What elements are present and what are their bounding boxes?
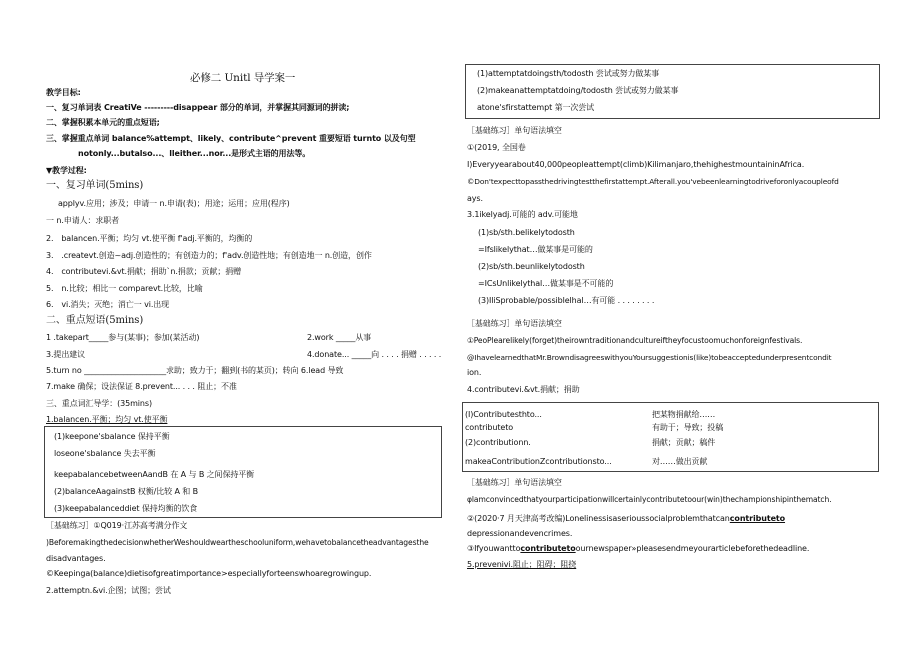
phrase-5: 5.turn no _____________________求助；致力于；翻到(书的某页)；转向 6.lead 导致 bbox=[46, 366, 344, 375]
contribute-row-2-en: contributeto bbox=[465, 423, 514, 432]
attempt-box-line-1: (1)attemptatdoingsth/todosth 尝试或努力做某事 bbox=[477, 69, 660, 78]
contribute-practice-c: depressionandevencrimes. bbox=[467, 529, 573, 538]
balance-heading: 1.balancen.平衡；均匀 vt.使平衡 bbox=[46, 415, 168, 424]
contribute-practice-d bbox=[467, 544, 809, 554]
likely-practice-c: ion. bbox=[467, 368, 482, 377]
contribute-practice-b bbox=[467, 514, 785, 524]
attempt-practice-b: I)Everyyearabout40,000peopleattempt(climb)Kilimanjaro,thehighestmountaininAfrica. bbox=[467, 160, 805, 169]
attempt-practice-d: ays. bbox=[467, 194, 483, 203]
contribute-heading: 4.contributevi.&vt.捐献；捐助 bbox=[467, 385, 580, 394]
attempt-practice-c: ©Don'texpecttopassthedrivingtestthefirstattempt.Afterall.you'vebeenlearningtodriveforonlyacoupleofd bbox=[467, 177, 839, 186]
contribute-row-2-cn: 有助于；导致；投稿 bbox=[652, 423, 724, 432]
vocab-item-3: 3. .createvt.创造~adj.创造性的；有创造力的；f'adv.创造性地；有创造地一 n.创造，创作 bbox=[46, 251, 372, 260]
contribute-practice-b-text: ②(2020·7 月天津高考改编)Lonelinessisaserioussocialproblemthatcan bbox=[467, 514, 730, 523]
contribute-practice-b-answer: contributeto bbox=[729, 514, 786, 523]
vocab-item-1: applyv.应用；涉及；申请一 n.申请(表)；用途；运用；应用(程序) bbox=[58, 199, 290, 208]
likely-line-4: =ICsUnlikelythal…做某事是不可能的 bbox=[478, 279, 614, 288]
phrase-2: 2.work _____从事 bbox=[307, 333, 372, 342]
phrase-1: 1 .takepart_____参与(某事)；参加(某活动) bbox=[46, 333, 200, 342]
balance-practice-line-3: ©Keepinga(balance)dietisofgreatimportance>especiallyforteenswhoaregrowingup. bbox=[46, 569, 372, 578]
likely-practice-heading: ［基础练习］单句语法填空 bbox=[467, 319, 562, 328]
attempt-practice-a: ①(2019, 全国卷 bbox=[467, 143, 526, 152]
contribute-practice-a: φlamconvincedthatyourparticipationwillcertainlycontributetoour(win)thechampionshipinthematch. bbox=[467, 495, 832, 504]
likely-line-5: (3)IliSprobable/possiblelhal…有可能 . . . . . . . . bbox=[478, 296, 655, 305]
likely-line-3: (2)sb/sth.beunlikelytodosth bbox=[478, 262, 585, 271]
likely-practice-a: ①PeoPlearelikely(forget)theirowntraditionandcultureiftheyfocustoomuchonforeignfestivals. bbox=[467, 336, 803, 345]
balance-box-line-3: keepabalancebetweenAandB 在 A 与 B 之间保持平衡 bbox=[54, 470, 255, 479]
phrase-3: 3.提出建议 bbox=[46, 350, 86, 359]
contribute-row-3-cn: 捐献；贡献；稿件 bbox=[652, 438, 716, 447]
contribute-row-1-cn: 把某物捐献给…… bbox=[652, 410, 716, 419]
section-1-heading: 一、复习单词(5mins) bbox=[46, 180, 144, 191]
balance-practice-line-1: )BeforemakingthedecisionwhetherWeshouldweartheschooluniform,wehavetobalancetheadvantagesthe bbox=[46, 538, 429, 547]
goals-heading: 教学目标: bbox=[46, 88, 81, 97]
vocab-item-2: 2. balancen.平衡；均匀 vt.使平衡 f'adj.平衡的，均衡的 bbox=[46, 234, 253, 243]
attempt-heading: 2.attemptn.&vi.企图；试图；尝试 bbox=[46, 586, 171, 595]
vocab-item-1b: 一 n.申请人：求职者 bbox=[46, 216, 120, 225]
phrase-4: 4.donate... _____向 . . . . 捐赠 . . . . . bbox=[307, 350, 442, 359]
attempt-box-line-3: atone'sfirstattempt 第一次尝试 bbox=[477, 103, 595, 112]
balance-box-line-4: (2)balanceAagainstB 权衡/比较 A 和 B bbox=[54, 487, 198, 496]
vocab-item-5: 5. n.比较；相比一 comparevt.比较，比喻 bbox=[46, 284, 203, 293]
section-2-heading: 二、重点短语(5mins) bbox=[46, 315, 144, 326]
vocab-item-6: 6. vi.消失；灭绝；消亡一 vi.出现 bbox=[46, 300, 170, 309]
attempt-box-line-2: (2)makeanattemptatdoing/todosth 尝试或努力做某事 bbox=[477, 86, 679, 95]
contribute-row-3-en: (2)contributionn. bbox=[465, 438, 531, 447]
contribute-practice-heading: ［基础练习］单句语法填空 bbox=[467, 478, 562, 487]
goal-1: 一、复习单词表 CreatiVe ---------disappear 部分的单词，并掌握其同源词的拼读; bbox=[46, 103, 350, 112]
balance-practice-line-2: disadvantages. bbox=[46, 554, 106, 563]
page-title: 必修二 Unitl 导学案一 bbox=[190, 72, 296, 84]
balance-practice-heading: ［基础练习］①Q019·江苏高考满分作文 bbox=[46, 521, 188, 530]
attempt-practice-heading: ［基础练习］单句语法填空 bbox=[467, 126, 562, 135]
process-heading: ▼教学过程: bbox=[46, 166, 87, 175]
contribute-row-1-en: (I)Contributesthto... bbox=[465, 410, 542, 419]
goal-2: 二、掌握积累本单元的重点短语; bbox=[46, 118, 160, 127]
balance-box-line-5: (3)keepabalanceddiet 保持均衡的饮食 bbox=[54, 504, 198, 513]
contribute-practice-d-text-2: ournewspaper»pleasesendmeyourarticlebeforethedeadline. bbox=[575, 544, 810, 553]
likely-heading: 3.1ikelyadj.可能的 adv.可能地 bbox=[467, 210, 578, 219]
phrase-7: 7.make 确保；设法保证 8.prevent... . . . 阻止；不准 bbox=[46, 382, 237, 391]
vocab-item-4: 4. contributevi.&vt.捐献；捐助`n.捐款；贡献；捐赠 bbox=[46, 267, 242, 276]
goal-3-line-2: notonly...butalso...、lleither...nor...是形式主语的用法等。 bbox=[78, 149, 311, 158]
contribute-row-4-cn: 对……做出贡献 bbox=[652, 457, 708, 466]
contribute-practice-d-answer: contributeto bbox=[520, 544, 576, 553]
section-3-heading: 三、重点词汇导学：(35mins) bbox=[46, 399, 152, 408]
likely-line-2: =Ifslikelythat…做某事是可能的 bbox=[478, 245, 593, 254]
goal-3-line-1: 三、掌握重点单词 balance%attempt、likely、contribute^prevent 重要短语 turnto 以及句型 bbox=[46, 134, 416, 143]
contribute-practice-d-text-1: ③Ifyouwantto bbox=[467, 544, 521, 553]
prevent-heading: 5.prevenivi.阻止；阻碍；阻挠 bbox=[467, 560, 577, 569]
balance-box-line-1: (1)keepone'sbalance 保持平衡 bbox=[54, 432, 170, 441]
contribute-row-4-en: makeaContributionZcontributionsto... bbox=[465, 457, 612, 466]
balance-box-line-2: loseone'sbalance 失去平衡 bbox=[54, 449, 156, 458]
likely-line-1: (1)sb/sth.belikelytodosth bbox=[478, 228, 575, 237]
likely-practice-b: @IhavelearnedthatMr.BrowndisagreeswithyouYoursuggestionis(like)tobeacceptedunderpresentcondit bbox=[467, 353, 832, 362]
